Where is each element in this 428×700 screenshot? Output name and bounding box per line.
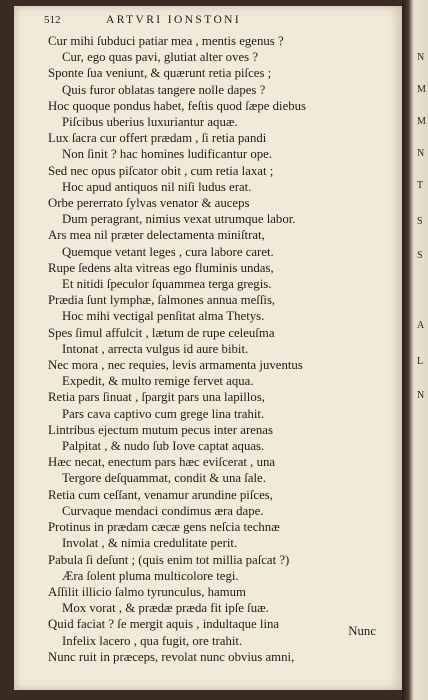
facing-page-letter: L [417, 356, 424, 367]
facing-page-letter: A [417, 320, 425, 331]
facing-page-letter: N [417, 390, 425, 401]
verse-line: Intonat , arrecta vulgus id aure bibit. [62, 341, 249, 356]
verse-line: Pars cava captivo cum grege lina trahit. [62, 406, 265, 421]
facing-page-letter: S [417, 250, 423, 261]
book-page [14, 6, 402, 690]
verse-line: Palpitat , & nudo ſub Iove captat aquas. [62, 439, 265, 454]
verse-line: Infelix lacero , qua fugit, ore trahit. [62, 633, 243, 648]
verse-line: Aſſilit illicio ſalmo tyrunculus, hamum [48, 584, 246, 599]
facing-page-letter: M [417, 84, 426, 95]
verse-line: Protinus in prædam cæcæ gens neſcia technæ [48, 520, 280, 535]
verse-line: Retia pars ſinuat , ſpargit pars una lapillos, [48, 390, 265, 405]
facing-page-letter: N [417, 148, 425, 159]
catchword: Nunc [348, 624, 376, 638]
book-gutter [402, 0, 428, 700]
verse-line: Piſcibus uberius luxuriantur aquæ. [62, 115, 238, 130]
verse-line: Pabula ſi deſunt ; (quis enim tot millia paſcat ?) [48, 552, 290, 567]
verse-line: Hoc apud antiquos nil niſi ludus erat. [62, 179, 252, 194]
verse-line: Quemque vetant leges , cura labore caret. [62, 244, 274, 259]
verse-line: Non ſinit ? hac homines ludificantur ope. [62, 147, 273, 162]
verse-line: Lintribus ejectum mutum pecus inter arenas [48, 422, 273, 437]
verse-line: Hoc quoque pondus habet, feſtis quod ſæpe diebus [48, 98, 307, 113]
verse-line: Involat , & nimia credulitate perit. [62, 536, 238, 551]
verse-line: Curvaque mendaci condimus æra dape. [62, 503, 264, 518]
verse-line: Sed nec opus piſcator obit , cum retia laxat ; [48, 163, 274, 178]
facing-page-letter: N [417, 52, 425, 63]
facing-page-letter: T [417, 180, 424, 191]
verse-line: Cur mihi ſubduci patiar mea , mentis egenus ? [48, 34, 284, 48]
facing-page-letter: M [417, 116, 426, 127]
page-number: 512 [44, 14, 61, 26]
running-title: ARTVRI IONSTONI [106, 14, 242, 26]
verse-line: Hoc mihi vectigal penſitat alma Thetys. [62, 309, 265, 324]
verse-line: Tergore deſquammat, condit & una ſale. [62, 471, 266, 486]
verse-line: Ars mea nil præter delectamenta miniſtrat, [48, 228, 265, 243]
facing-page-letter: S [417, 216, 423, 227]
verse-line: Nunc ruit in præceps, revolat nunc obvius amni, [48, 649, 295, 664]
verse-line: Et nitidi ſpeculor ſquammea terga gregis. [62, 277, 272, 292]
page-header [44, 14, 382, 30]
verse-line: Æra ſolent pluma multicolore tegi. [62, 568, 239, 583]
verse-line: Nec mora , nec requies, levis armamenta juventus [48, 358, 303, 373]
verse-line: Quid faciat ? ſe mergit aquis , indultaque lina [48, 617, 280, 632]
verse-line: Rupe ſedens alta vitreas ego fluminis undas, [48, 260, 274, 275]
verse-line: Expedit, & multo remige fervet aqua. [62, 374, 254, 389]
verse-line: Dum peragrant, nimius vexat utrumque labor. [62, 212, 296, 227]
verse-line: Prædia ſunt lymphæ, ſalmones annua meſſis, [48, 293, 276, 308]
verse-line: Hæc necat, enectum pars hæc eviſcerat , una [48, 455, 276, 470]
verse-line: Sponte ſua veniunt, & quærunt retia piſces ; [48, 66, 272, 81]
verse-line: Orbe pererrato ſylvas venator & auceps [48, 196, 250, 211]
verse-line: Mox vorat , & prædæ præda fit ipſe ſuæ. [62, 601, 269, 616]
verse-line: Quis furor oblatas tangere nolle dapes ? [62, 82, 266, 97]
verse-line: Cur, ego quas pavi, glutiat alter oves ? [62, 50, 259, 65]
verse-line: Lux ſacra cur offert prædam , ſi retia pandi [48, 131, 267, 146]
verse-line: Retia cum ceſſant, venamur arundine piſces, [48, 487, 273, 502]
poem-text [48, 33, 394, 665]
verse-line: Spes ſimul affulcit , lætum de rupe celeuſma [48, 325, 275, 340]
